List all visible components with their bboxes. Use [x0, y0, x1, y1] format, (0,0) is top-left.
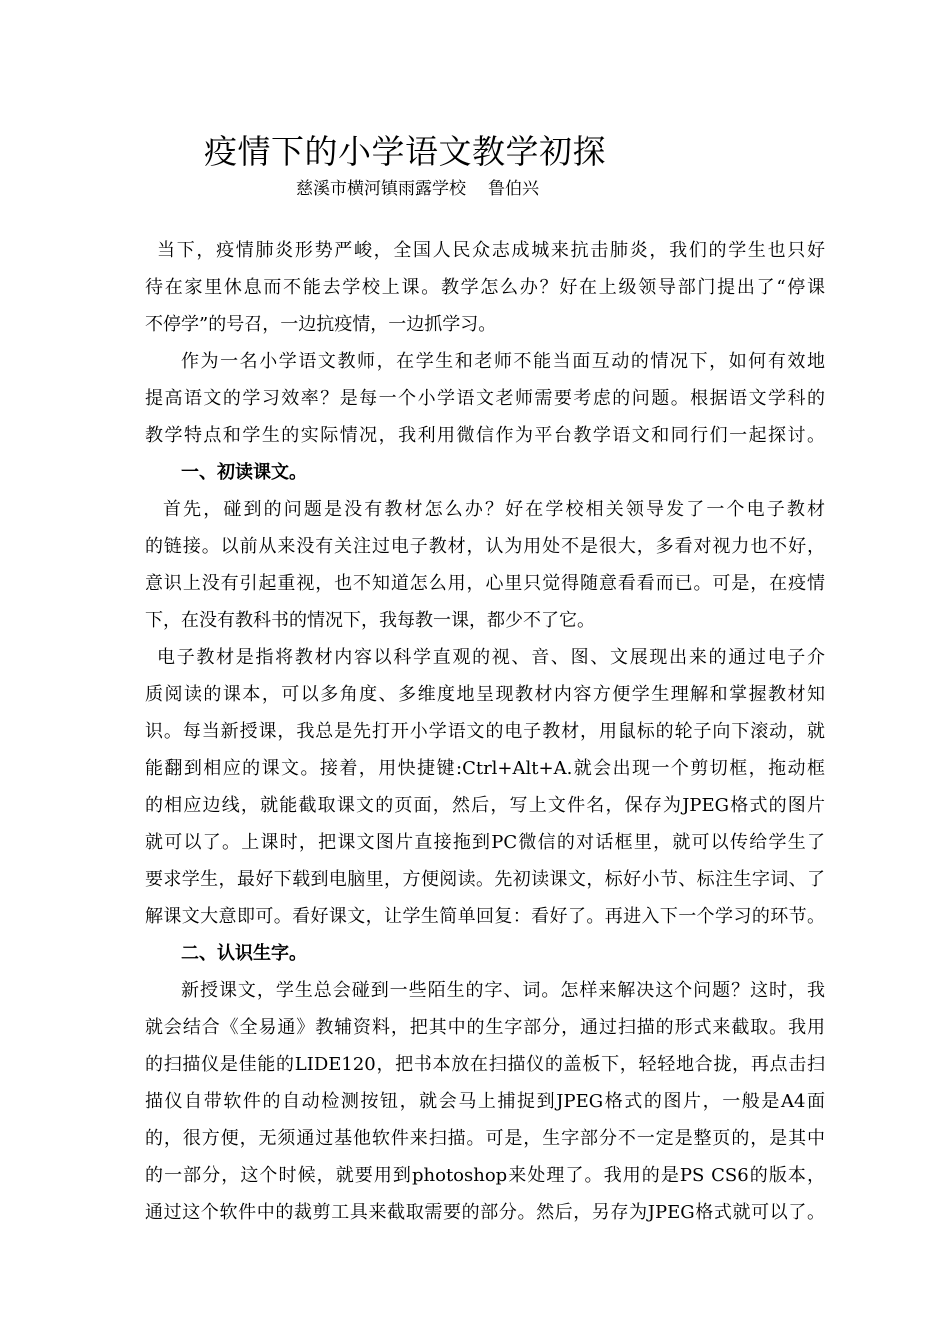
paragraph-line: 质阅读的课本，可以多角度、多维度地呈现教材内容方便学生理解和掌握教材知	[145, 684, 825, 705]
paragraph-line: 识。每当新授课，我总是先打开小学语文的电子教材，用鼠标的轮子向下滚动，就	[145, 721, 825, 742]
paragraph-line: 就会结合《全易通》教辅资料，把其中的生字部分，通过扫描的形式来截取。我用	[145, 1017, 825, 1038]
author-line	[296, 174, 539, 199]
document-title: 疫情下的小学语文教学初探	[204, 132, 606, 171]
paragraph-line: 的链接。以前从来没有关注过电子教材，认为用处不是很大，多看对视力也不好，	[145, 536, 825, 557]
paragraph-line: 作为一名小学语文教师，在学生和老师不能当面互动的情况下，如何有效地	[181, 351, 825, 372]
paragraph-line: 电子教材是指将教材内容以科学直观的视、音、图、文展现出来的通过电子介	[157, 647, 825, 668]
author-school: 慈溪市横河镇雨露学校	[296, 179, 466, 199]
paragraph-line: 下，在没有教科书的情况下，我每教一课，都少不了它。	[145, 610, 595, 631]
section-heading: 一、初读课文。	[181, 462, 307, 483]
paragraph-line: 描仪自带软件的自动检测按钮，就会马上捕捉到JPEG格式的图片，一般是A4面	[145, 1091, 825, 1112]
document-body	[145, 232, 825, 1231]
paragraph-line: 教学特点和学生的实际情况，我利用微信作为平台教学语文和同行们一起探讨。	[145, 425, 825, 446]
paragraph-line: 的，很方便，无须通过基他软件来扫描。可是，生字部分不一定是整页的，是其中	[145, 1128, 825, 1149]
paragraph-line: 能翻到相应的课文。接着，用快捷键:Ctrl+Alt+A.就会出现一个剪切框，拖动框	[145, 758, 825, 779]
paragraph-line: 待在家里休息而不能去学校上课。教学怎么办？好在上级领导部门提出了“停课	[145, 277, 825, 298]
paragraph-line: 新授课文，学生总会碰到一些陌生的字、词。怎样来解决这个问题？这时，我	[181, 980, 825, 1001]
paragraph-line: 要求学生，最好下载到电脑里，方便阅读。先初读课文，标好小节、标注生字词、了	[145, 869, 825, 890]
section-heading: 二、认识生字。	[181, 943, 307, 964]
author-name: 鲁伯兴	[488, 179, 539, 199]
paragraph-line: 意识上没有引起重视，也不知道怎么用，心里只觉得随意看看而已。可是，在疫情	[145, 573, 825, 594]
paragraph-line: 通过这个软件中的裁剪工具来截取需要的部分。然后，另存为JPEG格式就可以了。	[145, 1202, 825, 1223]
paragraph-line: 的相应边线，就能截取课文的页面，然后，写上文件名，保存为JPEG格式的图片	[145, 795, 825, 816]
paragraph-line: 提高语文的学习效率？是每一个小学语文老师需要考虑的问题。根据语文学科的	[145, 388, 825, 409]
paragraph-line: 的扫描仪是佳能的LIDE120，把书本放在扫描仪的盖板下，轻轻地合拢，再点击扫	[145, 1054, 825, 1075]
paragraph-line: 首先，碰到的问题是没有教材怎么办？好在学校相关领导发了一个电子教材	[163, 499, 825, 520]
paragraph-line: 的一部分，这个时候，就要用到photoshop来处理了。我用的是PS CS6的版本，	[145, 1165, 825, 1186]
paragraph-line: 当下，疫情肺炎形势严峻，全国人民众志成城来抗击肺炎，我们的学生也只好	[157, 240, 825, 261]
paragraph-line: 解课文大意即可。看好课文，让学生简单回复：看好了。再进入下一个学习的环节。	[145, 906, 825, 927]
paragraph-line: 不停学”的号召，一边抗疫情，一边抓学习。	[145, 314, 497, 335]
paragraph-line: 就可以了。上课时，把课文图片直接拖到PC微信的对话框里，就可以传给学生了	[145, 832, 825, 853]
